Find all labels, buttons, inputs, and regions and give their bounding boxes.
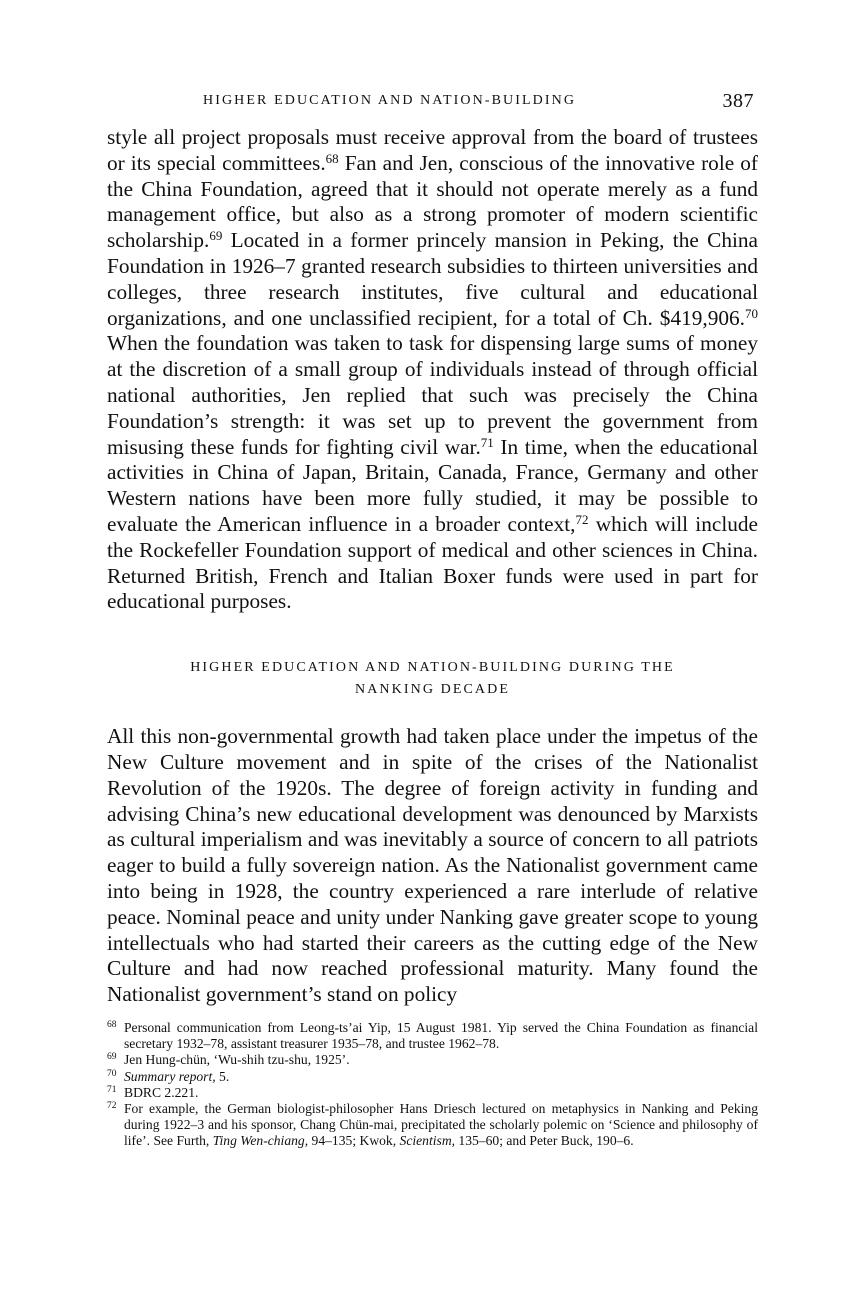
page-number: 387 xyxy=(722,90,754,112)
footnote-text: 135–60; and Peter Buck, 190–6. xyxy=(455,1133,634,1149)
running-head-title: HIGHER EDUCATION AND NATION-BUILDING xyxy=(203,93,577,108)
paragraph-1-text-c: Located in a former princely mansion in Peking, the China Foundation in 1926–7 granted research subsidies to thirteen universities and colleges, three research institutes, five cultural and educational organizations, and one unclassified recipient, for a total of Ch. $419,906. xyxy=(107,228,758,330)
footnote-number: 70 xyxy=(107,1068,117,1079)
footnote-italic-title: Summary report, xyxy=(124,1068,216,1084)
footnote-ref-72: 72 xyxy=(575,511,589,527)
footnote-72 xyxy=(107,1101,758,1150)
paragraph-1-text-f: which will include the Rockefeller Foundation support of medical and other sciences in China. Returned British, French and Italian Boxer funds were used in part for educational purposes. xyxy=(107,511,758,614)
paragraph-1-text-e: In time, when the educational activities in China of Japan, Britain, Canada, France, Germany and other Western nations have been more fully studied, it may be possible to evaluate the American influence in a broader context, xyxy=(107,434,758,536)
footnotes xyxy=(107,1020,758,1150)
footnote-ref-71: 71 xyxy=(480,434,494,450)
section-heading xyxy=(107,657,758,701)
footnote-italic-title: Ting Wen-chiang, xyxy=(212,1133,309,1149)
footnote-text: 5. xyxy=(215,1068,230,1084)
section-heading-line-2: NANKING DECADE xyxy=(355,682,510,698)
footnote-ref-69: 69 xyxy=(209,228,223,244)
footnote-68 xyxy=(107,1020,758,1052)
footnote-number: 69 xyxy=(107,1052,117,1063)
footnote-ref-68: 68 xyxy=(325,150,339,166)
body-paragraph-1 xyxy=(107,125,758,615)
footnote-number: 71 xyxy=(107,1084,117,1095)
book-page xyxy=(107,88,758,1150)
running-head xyxy=(107,88,758,118)
footnote-text: Personal communication from Leong-ts’ai Yip, 15 August 1981. Yip served the China Foundation as financial secretary 1932–78, assistant treasurer 1935–78, and trustee 1962–78. xyxy=(124,1019,758,1052)
footnote-text: BDRC 2.221. xyxy=(124,1084,199,1100)
footnote-italic-title: Scientism, xyxy=(399,1133,456,1149)
footnote-text: Jen Hung-chün, ‘Wu-shih tzu-shu, 1925’. xyxy=(124,1052,350,1068)
footnote-71 xyxy=(107,1085,758,1101)
footnote-70 xyxy=(107,1069,758,1085)
body-paragraph-2: All this non-governmental growth had taken place under the impetus of the New Culture movement and in spite of the crises of the Nationalist Revolution of the 1920s. The degree of foreign activity in funding and advising China’s new educational development was denounced by Marxists as cultural imperialism and was inevitably a source of concern to all patriots eager to build a fully sovereign nation. As the Nationalist government came into being in 1928, the country experienced a rare interlude of relative peace. Nominal peace and unity under Nanking gave greater scope to young intellectuals who had started their careers as the cutting edge of the New Culture and had now reached professional maturity. Many found the Nationalist government’s stand on policy xyxy=(107,724,758,1007)
footnote-69 xyxy=(107,1052,758,1068)
paragraph-1-text-d: When the foundation was taken to task for dispensing large sums of money at the discretion of a small group of individuals instead of through official national authorities, Jen replied that such was precisely the China Foundation’s strength: it was set up to prevent the government from misusing these funds for fighting civil war. xyxy=(107,331,758,459)
footnote-text: 94–135; Kwok, xyxy=(308,1133,400,1149)
paragraph-1-text-a: style all project proposals must receive approval from the board of trustees or its special committees. xyxy=(107,125,758,175)
section-heading-line-1: HIGHER EDUCATION AND NATION-BUILDING DURING THE xyxy=(190,660,675,676)
footnote-number: 68 xyxy=(107,1019,117,1030)
footnote-number: 72 xyxy=(107,1100,117,1111)
paragraph-1-text-b: Fan and Jen, conscious of the innovative role of the China Foundation, agreed that it should not operate merely as a fund management office, but also as a strong promoter of modern scientific scholarship. xyxy=(107,150,758,253)
footnote-text: For example, the German biologist-philosopher Hans Driesch lectured on metaphysics in Nanking and Peking during 1922–3 and his sponsor, Chang Chün-mai, precipitated the scholarly polemic on ‘Science and philosophy of life’. See Furth, xyxy=(124,1100,758,1149)
footnote-ref-70: 70 xyxy=(745,305,758,321)
